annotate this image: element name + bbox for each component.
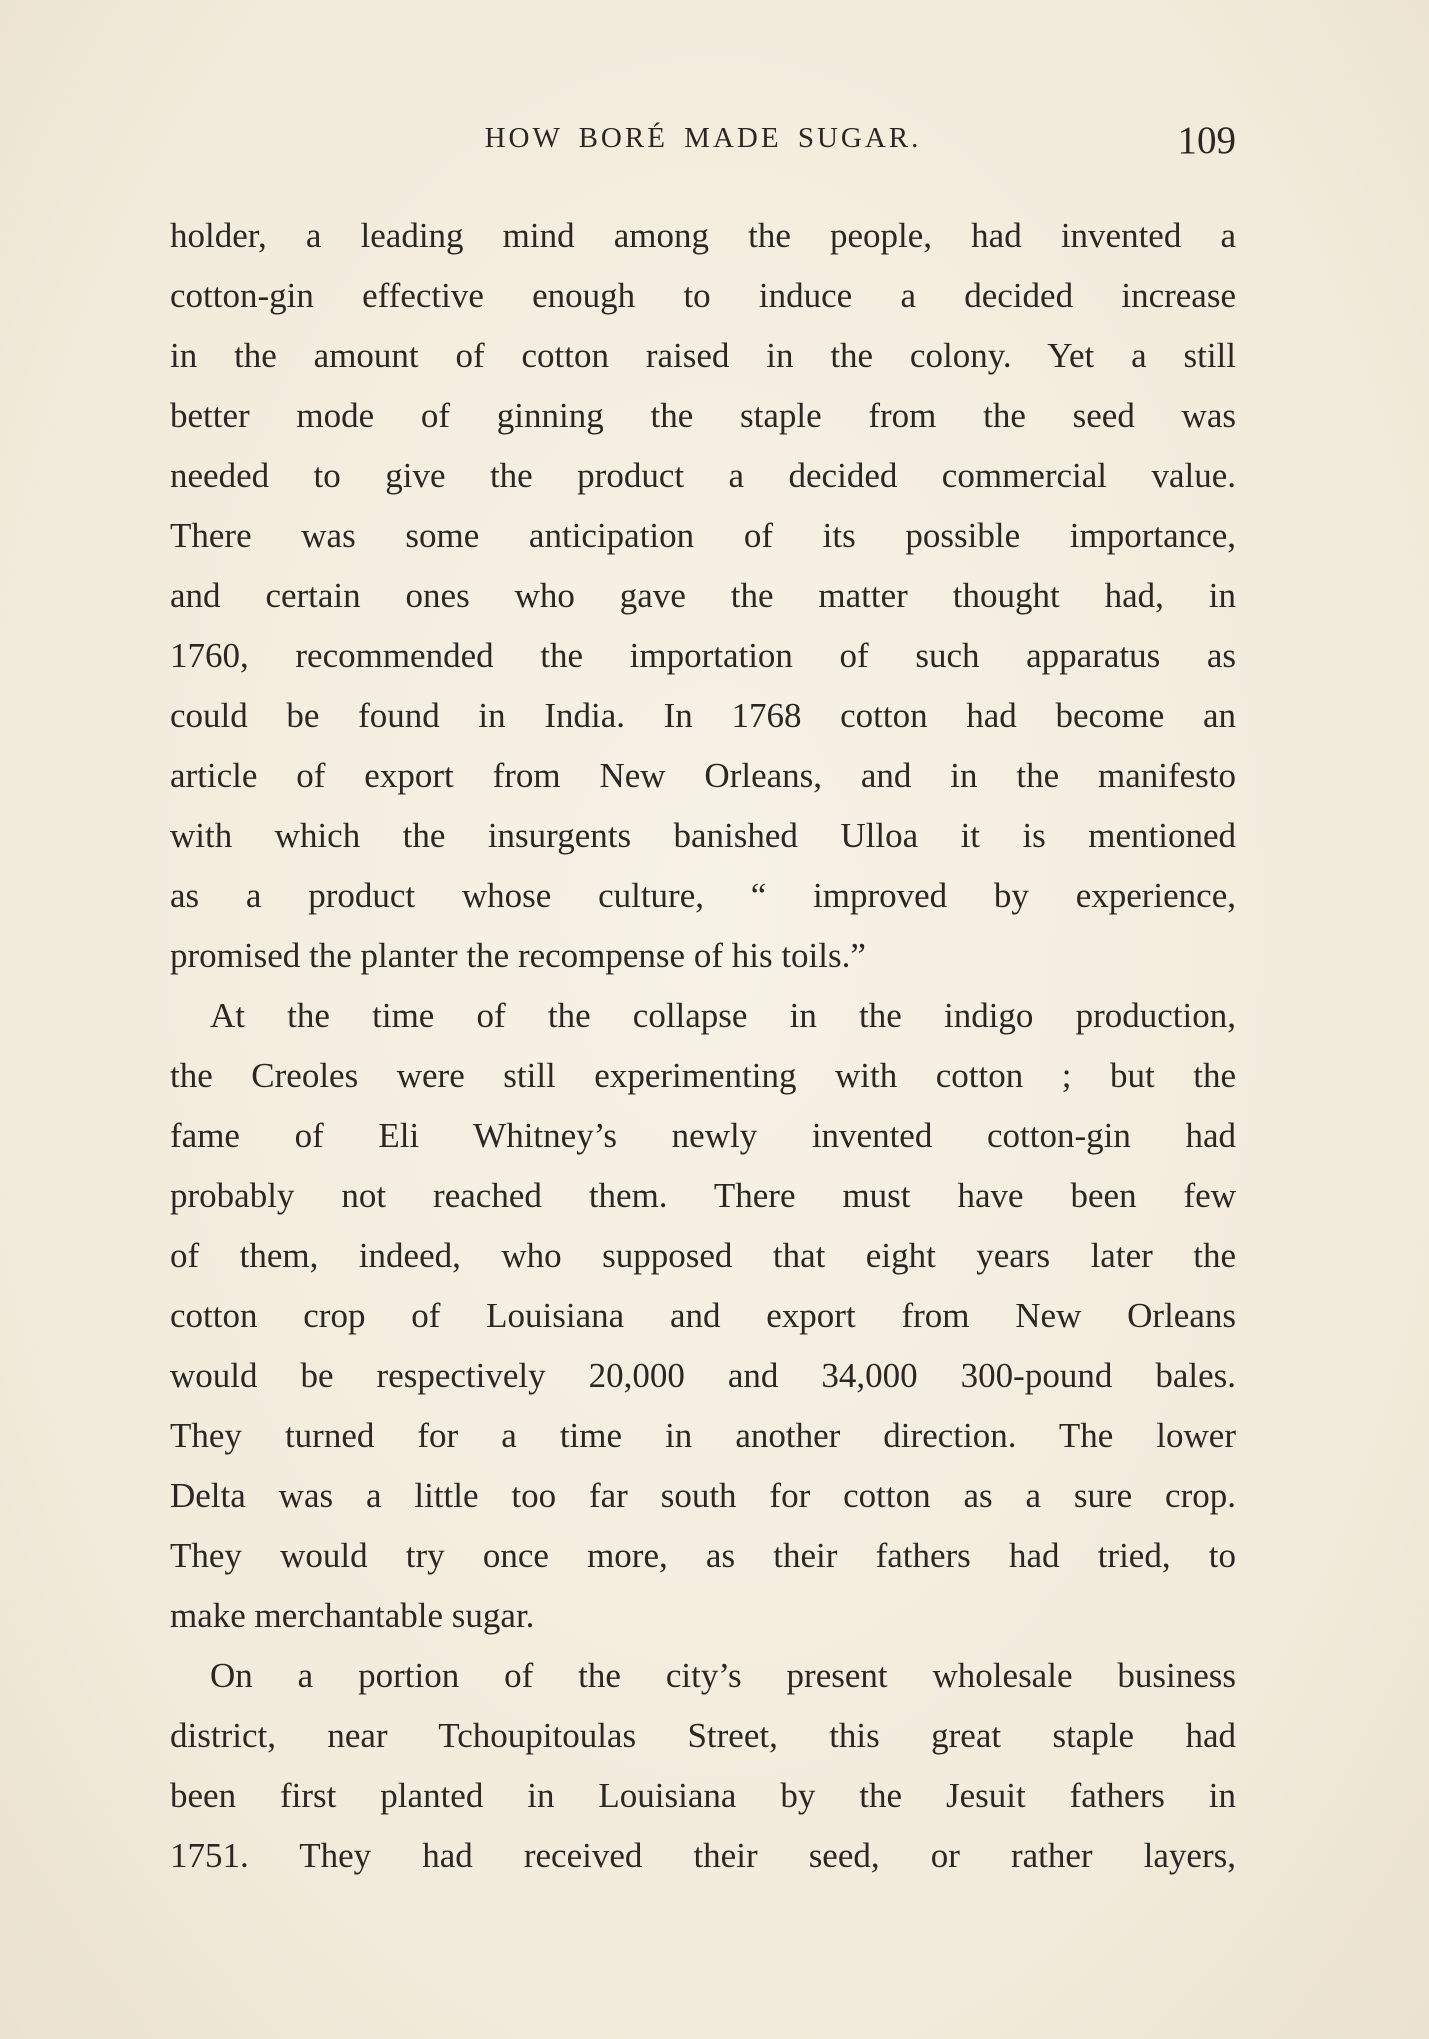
text-line: 1760, recommended the importation of such apparatus as <box>170 636 1236 675</box>
text-line: They would try once more, as their fathers had tried, to <box>170 1536 1236 1575</box>
text-line: 1751. They had received their seed, or rather layers, <box>170 1836 1236 1875</box>
running-title: HOW BORÉ MADE SUGAR. <box>484 122 922 154</box>
text-line: better mode of ginning the staple from the seed was <box>170 396 1236 435</box>
text-line: been first planted in Louisiana by the Jesuit fathers in <box>170 1776 1236 1815</box>
text-line: They turned for a time in another direction. The lower <box>170 1416 1236 1455</box>
text-line: cotton-gin effective enough to induce a decided increase <box>170 276 1236 315</box>
text-line: There was some anticipation of its possible importance, <box>170 516 1236 555</box>
text-line: with which the insurgents banished Ulloa it is mentioned <box>170 816 1236 855</box>
body-text <box>170 206 1236 1886</box>
text-line: and certain ones who gave the matter thought had, in <box>170 576 1236 615</box>
paragraph-end-line: make merchantable sugar. <box>170 1596 535 1635</box>
text-line: fame of Eli Whitney’s newly invented cotton-gin had <box>170 1116 1236 1155</box>
page-number: 109 <box>1177 119 1236 162</box>
running-head <box>170 119 1236 172</box>
text-line: Delta was a little too far south for cotton as a sure crop. <box>170 1476 1236 1515</box>
text-line: article of export from New Orleans, and in the manifesto <box>170 756 1236 795</box>
text-line: could be found in India. In 1768 cotton had become an <box>170 696 1236 735</box>
paragraph-end-line: promised the planter the recompense of his toils.” <box>170 936 866 975</box>
text-line: cotton crop of Louisiana and export from New Orleans <box>170 1296 1236 1335</box>
text-line: needed to give the product a decided commercial value. <box>170 456 1236 495</box>
text-line: holder, a leading mind among the people, had invented a <box>170 216 1236 255</box>
text-line: in the amount of cotton raised in the colony. Yet a still <box>170 336 1236 375</box>
text-line: as a product whose culture, “ improved by experience, <box>170 876 1236 915</box>
text-line: the Creoles were still experimenting with cotton ; but the <box>170 1056 1236 1095</box>
text-line: district, near Tchoupitoulas Street, this great staple had <box>170 1716 1236 1755</box>
text-line: of them, indeed, who supposed that eight years later the <box>170 1236 1236 1275</box>
text-line: would be respectively 20,000 and 34,000 300-pound bales. <box>170 1356 1236 1395</box>
paragraph-start-line: At the time of the collapse in the indigo production, <box>210 996 1236 1035</box>
paragraph-start-line: On a portion of the city’s present wholesale business <box>210 1656 1236 1695</box>
text-line: probably not reached them. There must have been few <box>170 1176 1236 1215</box>
